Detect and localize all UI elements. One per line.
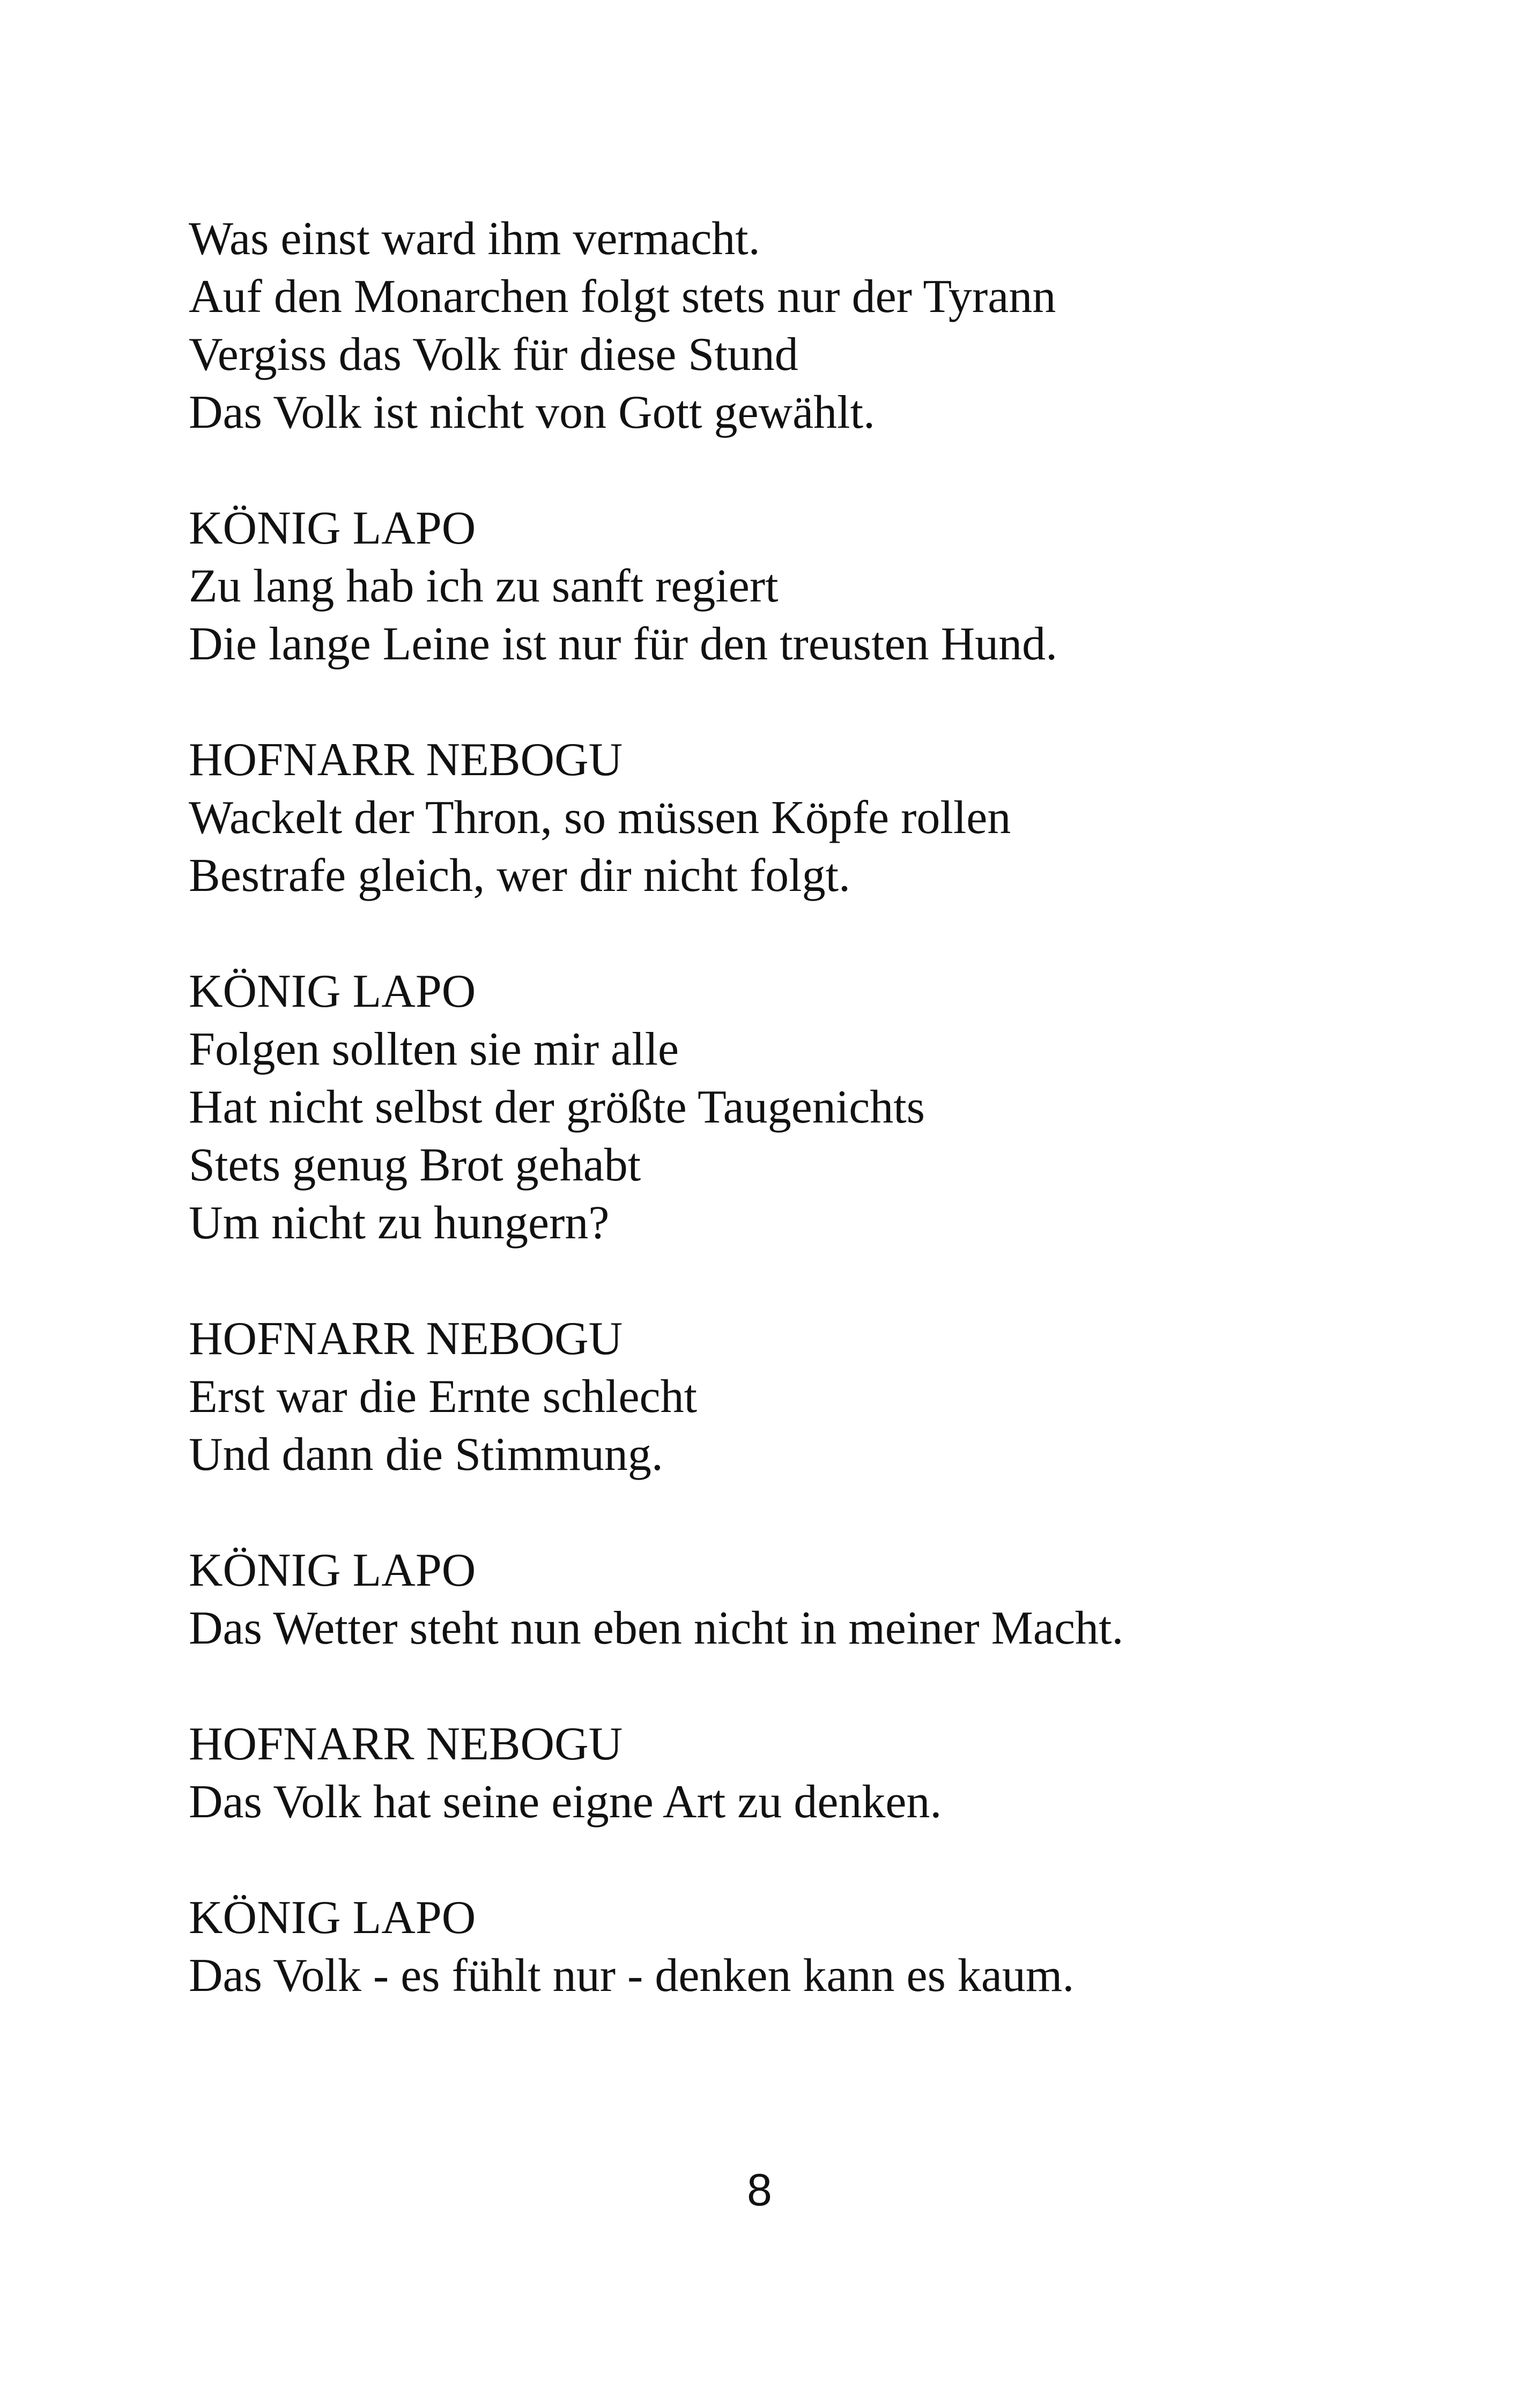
verse-line: Und dann die Stimmung.	[189, 1429, 663, 1481]
play-text	[189, 210, 1422, 2063]
speaker-name: HOFNARR NEBOGU	[189, 734, 623, 786]
verse-line: Folgen sollten sie mir alle	[189, 1023, 679, 1075]
stanza	[189, 1715, 1422, 1831]
speaker-name: KÖNIG LAPO	[189, 502, 476, 554]
stanza	[189, 1310, 1422, 1484]
stanza	[189, 1889, 1422, 2005]
verse-line: Wackelt der Thron, so müssen Köpfe rollen	[189, 792, 1011, 844]
speaker-name: HOFNARR NEBOGU	[189, 1313, 623, 1365]
stanza	[189, 500, 1422, 673]
verse-line: Zu lang hab ich zu sanft regiert	[189, 560, 779, 612]
stanza	[189, 210, 1422, 442]
speaker-name: KÖNIG LAPO	[189, 1544, 476, 1596]
verse-line: Bestrafe gleich, wer dir nicht folgt.	[189, 850, 851, 902]
verse-line: Die lange Leine ist nur für den treusten Hund.	[189, 618, 1058, 670]
stanza	[189, 963, 1422, 1252]
verse-line: Was einst ward ihm vermacht.	[189, 213, 760, 265]
verse-line: Stets genug Brot gehabt	[189, 1139, 641, 1191]
verse-line: Das Volk hat seine eigne Art zu denken.	[189, 1776, 942, 1828]
verse-line: Vergiss das Volk für diese Stund	[189, 329, 798, 381]
verse-line: Auf den Monarchen folgt stets nur der Tyrann	[189, 271, 1056, 323]
speaker-name: KÖNIG LAPO	[189, 1892, 476, 1944]
verse-line: Das Volk ist nicht von Gott gewählt.	[189, 387, 876, 439]
speaker-name: HOFNARR NEBOGU	[189, 1718, 623, 1770]
verse-line: Das Volk - es fühlt nur - denken kann es kaum.	[189, 1950, 1075, 2002]
verse-line: Erst war die Ernte schlecht	[189, 1371, 698, 1423]
speaker-name: KÖNIG LAPO	[189, 965, 476, 1017]
verse-line: Hat nicht selbst der größte Taugenichts	[189, 1081, 925, 1133]
stanza	[189, 1542, 1422, 1658]
verse-line: Das Wetter steht nun eben nicht in meiner Macht.	[189, 1602, 1124, 1654]
verse-line: Um nicht zu hungern?	[189, 1197, 610, 1249]
page-number: 8	[747, 2165, 772, 2215]
stanza	[189, 731, 1422, 905]
